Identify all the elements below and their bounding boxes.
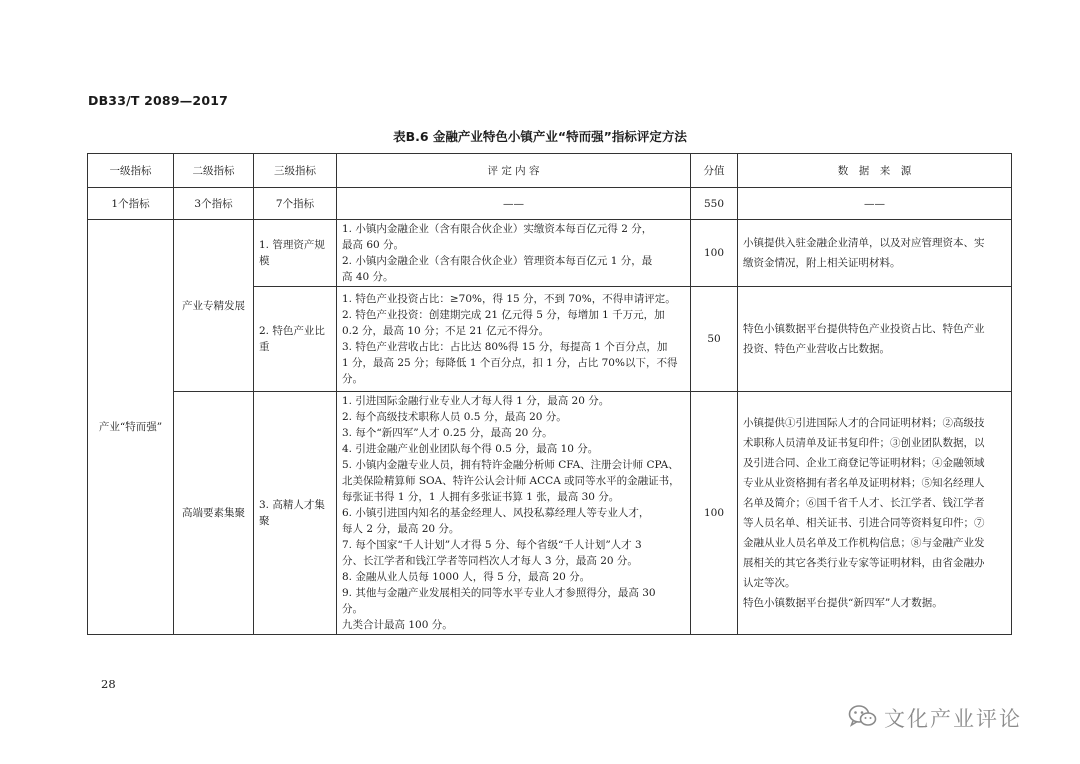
standard-code: DB33/T 2089—2017 [88, 93, 229, 108]
header-criteria: 评 定 内 容 [337, 154, 691, 188]
text-line: 术职称人员清单及证书复印件；③创业团队数据，以 [743, 437, 985, 449]
text-line: 认定等次。 [743, 577, 796, 589]
text-line: 7. 每个国家“千人计划”人才得 5 分、每个省级“千人计划”人才 3 [342, 539, 642, 551]
text-line: 1 分，最高 25 分；每降低 1 个百分点，扣 1 分，占比 70%以下，不得 [342, 357, 678, 369]
table-title: 表B.6 金融产业特色小镇产业“特而强”指标评定方法 [393, 129, 687, 144]
watermark [848, 703, 1022, 733]
table-row [88, 220, 1012, 287]
score-cell: 100 [691, 220, 738, 287]
text-line: 4. 引进金融产业创业团队每个得 0.5 分，最高 10 分。 [342, 443, 599, 455]
evaluation-table [87, 153, 1012, 635]
text-line: 专业从业资格拥有者名单及证明材料；⑤知名经理人 [743, 477, 985, 489]
level1-indicator: 产业“特而强” [88, 220, 174, 635]
text-line: 3. 特色产业营收占比：占比达 80%得 15 分，每提高 1 个百分点，加 [342, 341, 668, 353]
text-line: 等人员名单、相关证书、引进合同等资料复印件；⑦ [743, 517, 985, 529]
text-line: 1. 引进国际金融行业专业人才每人得 1 分，最高 20 分。 [342, 395, 610, 407]
text-line: 2. 特色产业投资：创建期完成 21 亿元得 5 分，每增加 1 千万元，加 [342, 309, 665, 321]
level3-indicator: 2. 特色产业比重 [254, 287, 337, 392]
text-line: 分。 [342, 373, 363, 385]
text-line: 8. 金融从业人员每 1000 人，得 5 分，最高 20 分。 [342, 571, 591, 583]
count-row [88, 188, 1012, 220]
count-source: —— [738, 188, 1012, 220]
text-line: 及引进合同、企业工商登记等证明材料；④金融领域 [743, 457, 985, 469]
criteria-cell [337, 287, 691, 392]
text-line: 特色小镇数据平台提供“新四军”人才数据。 [743, 597, 943, 609]
header-level3: 三级指标 [254, 154, 337, 188]
level3-indicator: 3. 高精人才集聚 [254, 392, 337, 635]
text-line: 展相关的其它各类行业专家等证明材料，由省金融办 [743, 557, 985, 569]
page-number: 28 [101, 677, 116, 691]
wechat-icon [848, 704, 878, 733]
text-line: 投资、特色产业营收占比数据。 [743, 343, 890, 355]
text-line: 九类合计最高 100 分。 [342, 619, 453, 631]
text-line: 2. 小镇内金融企业（含有限合伙企业）管理资本每百亿元 1 分，最 [342, 255, 653, 267]
source-cell [738, 220, 1012, 287]
text-line: 小镇提供入驻金融企业清单，以及对应管理资本、实 [743, 237, 985, 249]
text-line: 2. 每个高级技术职称人员 0.5 分，最高 20 分。 [342, 411, 567, 423]
text-line: 1. 小镇内金融企业（含有限合伙企业）实缴资本每百亿元得 2 分， [342, 223, 653, 235]
watermark-text: 文化产业评论 [884, 707, 1022, 731]
text-line: 每张证书得 1 分，1 人拥有多张证书算 1 张，最高 30 分。 [342, 491, 620, 503]
level2-indicator: 产业专精发展 [174, 220, 254, 392]
text-line: 0.2 分，最高 10 分；不足 21 亿元不得分。 [342, 325, 550, 337]
text-line: 特色小镇数据平台提供特色产业投资占比、特色产业 [743, 323, 985, 335]
text-line: 每人 2 分，最高 20 分。 [342, 523, 460, 535]
text-line: 9. 其他与金融产业发展相关的同等水平专业人才参照得分，最高 30 [342, 587, 656, 599]
criteria-cell [337, 392, 691, 635]
text-line: 缴资金情况，附上相关证明材料。 [743, 257, 901, 269]
level2-indicator: 高端要素集聚 [174, 392, 254, 635]
count-level2: 3个指标 [174, 188, 254, 220]
header-level2: 二级指标 [174, 154, 254, 188]
criteria-cell [337, 220, 691, 287]
table-row [88, 392, 1012, 635]
text-line: 最高 60 分。 [342, 239, 405, 251]
text-line: 1. 特色产业投资占比：≥70%，得 15 分，不到 70%，不得申请评定。 [342, 293, 676, 305]
count-score: 550 [691, 188, 738, 220]
score-cell: 100 [691, 392, 738, 635]
level3-indicator: 1. 管理资产规模 [254, 220, 337, 287]
text-line: 5. 小镇内金融专业人员，拥有特许金融分析师 CFA、注册会计师 CPA、 [342, 459, 679, 471]
count-level1: 1个指标 [88, 188, 174, 220]
text-line: 名单及简介；⑥国千省千人才、长江学者、钱江学者 [743, 497, 985, 509]
count-criteria: —— [337, 188, 691, 220]
header-row [88, 154, 1012, 188]
header-score: 分值 [691, 154, 738, 188]
header-source: 数 据 来 源 [738, 154, 1012, 188]
source-cell [738, 392, 1012, 635]
text-line: 分、长江学者和钱江学者等同档次人才每人 3 分，最高 20 分。 [342, 555, 638, 567]
count-level3: 7个指标 [254, 188, 337, 220]
score-cell: 50 [691, 287, 738, 392]
text-line: 分。 [342, 603, 363, 615]
text-line: 金融从业人员名单及工作机构信息；⑧与金融产业发 [743, 537, 985, 549]
source-cell [738, 287, 1012, 392]
text-line: 北美保险精算师 SOA、特许公认会计师 ACCA 或同等水平的金融证书， [342, 475, 680, 487]
text-line: 小镇提供①引进国际人才的合同证明材料；②高级技 [743, 417, 985, 429]
header-level1: 一级指标 [88, 154, 174, 188]
text-line: 6. 小镇引进国内知名的基金经理人、风投私募经理人等专业人才， [342, 507, 650, 519]
text-line: 3. 每个“新四军”人才 0.25 分，最高 20 分。 [342, 427, 553, 439]
text-line: 高 40 分。 [342, 271, 394, 283]
